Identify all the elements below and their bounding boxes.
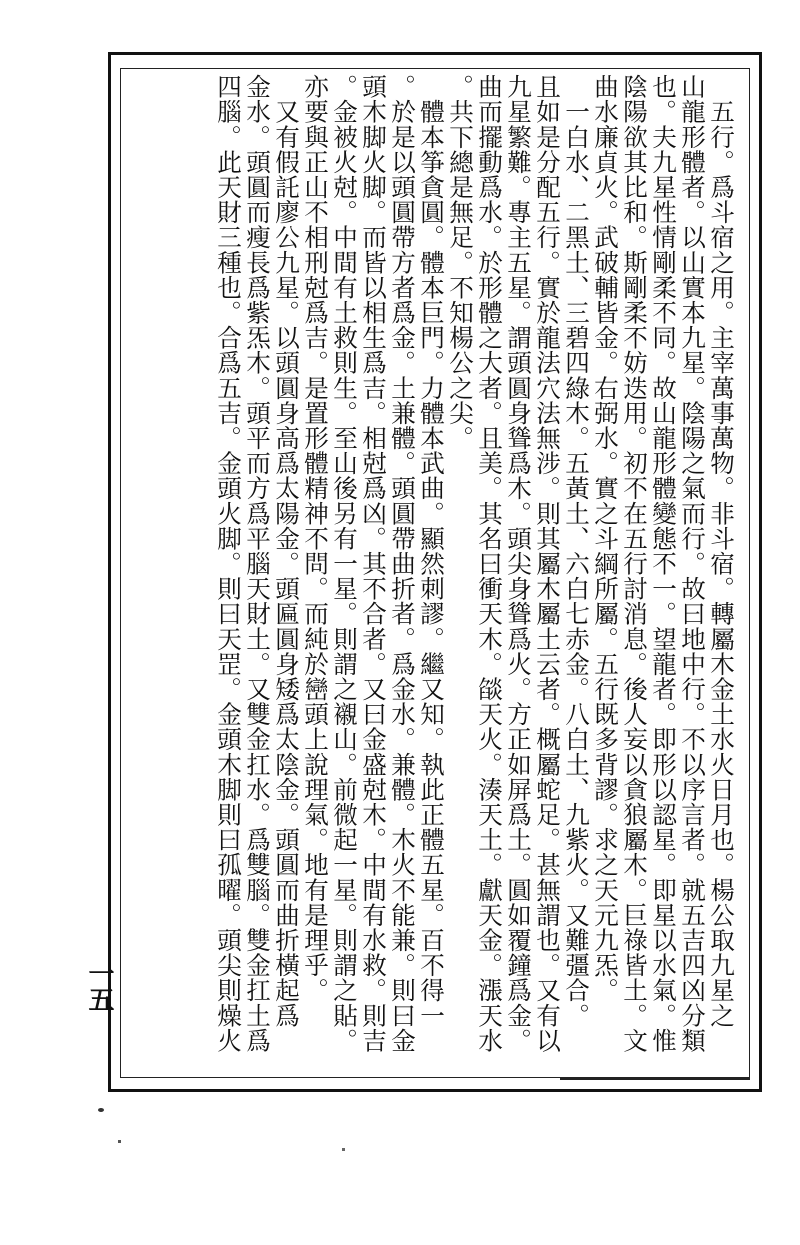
text-column: 且如是分配五行。實於龍法穴法無涉。則其屬木屬土云者。概屬蛇足。甚無謂也。又有以 [533, 74, 562, 1053]
bottom-rule [560, 1078, 750, 1080]
ink-speck [98, 1108, 104, 1112]
text-column: 金水。頭圓而瘦長爲紫炁木。頭平而方爲平腦天財土。又雙金扛水。爲雙腦。雙金扛土爲 [243, 74, 272, 1053]
text-column: 陰陽欲其比和。斯剛柔不妨迭用。初不在五行討消息。後人妄以貪狼屬木。巨祿皆土。文 [620, 74, 649, 1053]
text-column: 。於是以頭圓帶方者爲金。土兼體。頭圓帶曲折者。爲金水。兼體。木火不能兼。則曰金 [388, 74, 417, 1053]
text-column: 曲水廉貞火。武破輔皆金。右弼水。實之斗綱所屬。五行既多背謬。求之天元九炁。 [591, 74, 620, 1003]
text-column: 又有假託廖公九星。以頭圓身高爲太陽金。頭匾圓身矮爲太陰金。頭圓而曲折橫起爲 [272, 74, 301, 1028]
text-column: 曲而擺動爲水。於形體之大者。且美。其名曰衝天木。燄天火。湊天土。獻天金。漲天水 [475, 74, 504, 1053]
text-column: 五行。爲斗宿之用。主宰萬事萬物。非斗宿。轉屬木金土水火日月也。楊公取九星之 [707, 74, 736, 1028]
ink-speck [342, 1148, 345, 1151]
text-column: 也。夫九星性情剛柔不同。故山龍形體變態不一。望龍者。即形以認星。即星以水氣。惟 [649, 74, 678, 1053]
vertical-text-body [130, 74, 736, 1074]
text-column: 體本筝貪圓。體本巨門。力體本武曲。顯然刺謬。繼又知。執此正體五星。百不得一 [417, 74, 446, 1028]
ink-speck [118, 1140, 121, 1143]
text-column: 山龍形體者。以山實本九星。陰陽之氣而行。故曰地中行。不以序言者。就五吉四凶分類 [678, 74, 707, 1053]
text-column: 一白水、二黑土、三碧四綠木。五黃土、六白七赤金。八白土、九紫火。又難彊合。 [562, 74, 591, 1028]
text-column: 四腦。此天財三種也。合爲五吉。金頭火脚。則曰天罡。金頭木脚則曰孤曜。頭尖則燥火 [214, 74, 243, 1053]
text-column: 頭木脚火脚。而皆以相生爲吉。相尅爲凶。其不合者。又曰金盛尅木。中間有水救。則吉 [359, 74, 388, 1053]
text-column: 。金被火尅。中間有土救則生。至山後另有一星。則謂之襯山。前微起一星。則謂之貼。 [330, 74, 359, 1053]
text-column: 九星繁難。專主五星。謂頭圓身聳爲木。頭尖身聳爲火。方正如屏爲土。圓如覆鐘爲金。 [504, 74, 533, 1053]
text-column: 。共下總是無足。不知楊公之尖。 [446, 74, 475, 451]
page-number: 一五 [84, 960, 114, 1012]
text-column: 亦要與正山不相刑尅爲吉。是置形體精神不問。而純於巒頭上說理氣。地有是理乎。 [301, 74, 330, 1003]
